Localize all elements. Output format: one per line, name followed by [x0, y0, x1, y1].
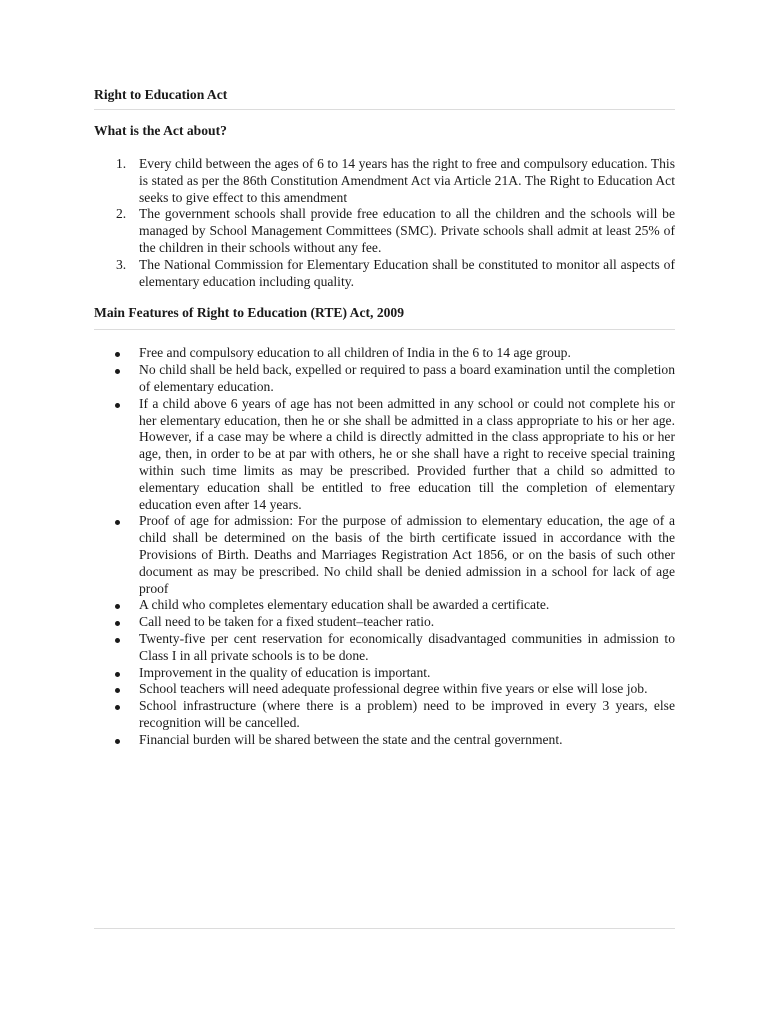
- list-item: [94, 614, 675, 631]
- bullet-icon: [115, 403, 120, 408]
- bullet-icon: [115, 672, 120, 677]
- list-item-text: Call need to be taken for a fixed student–teacher ratio.: [139, 614, 435, 630]
- list-item: [94, 681, 675, 698]
- list-item: [94, 257, 675, 291]
- list-item: [94, 345, 675, 362]
- list-item: [94, 513, 675, 597]
- document-page: [94, 86, 675, 749]
- bullet-icon: [115, 739, 120, 744]
- list-item-text: Financial burden will be shared between the state and the central government.: [139, 731, 563, 747]
- bullet-icon: [115, 520, 120, 525]
- list-item: [94, 396, 675, 514]
- section-heading-about: What is the Act about?: [94, 123, 227, 138]
- list-item: [94, 597, 675, 614]
- list-item-text: If a child above 6 years of age has not been admitted in any school or could not complete his or her elementary education, then he or she shall be admitted in a class appropriate to his or her age. However, if a case may be where a child is directly admitted in the class appropriate to his or her age, then, in order to be at par with others, he or she shall have a right to receive special training within such time limits as may be prescribed. Provided further that a child so admitted to elementary education shall be entitled to free education till the completion of elementary education even after 14 years.: [139, 395, 675, 512]
- list-item-text: School teachers will need adequate professional degree within five years or else will lose job.: [139, 681, 648, 697]
- bullet-icon: [115, 604, 120, 609]
- bullet-icon: [115, 369, 120, 374]
- list-item-text: Free and compulsory education to all children of India in the 6 to 14 age group.: [139, 345, 571, 361]
- list-item-text: The National Commission for Elementary Education shall be constituted to monitor all aspects of elementary education including quality.: [139, 256, 675, 289]
- list-item: [94, 631, 675, 665]
- bullet-icon: [115, 621, 120, 626]
- list-item: [94, 732, 675, 749]
- list-number: 3.: [116, 256, 127, 272]
- list-item-text: Proof of age for admission: For the purpose of admission to elementary education, the age of a child shall be determined on the basis of the birth certificate issued in accordance with the Provisions of Birth. Deaths and Marriages Registration Act 1856, or on the basis of such other document as may be prescribed. No child shall be denied admission in a school for lack of age proof: [139, 513, 675, 596]
- list-number: 2.: [116, 206, 127, 222]
- about-numbered-list: [94, 156, 675, 290]
- list-item-text: Improvement in the quality of education is important.: [139, 664, 431, 680]
- list-item-text: No child shall be held back, expelled or required to pass a board examination until the completion of elementary education.: [139, 362, 675, 394]
- list-item: [94, 206, 675, 256]
- list-item: [94, 362, 675, 396]
- list-item: [94, 698, 675, 732]
- list-item: [94, 665, 675, 682]
- document-title: Right to Education Act: [94, 86, 675, 110]
- list-item-text: Every child between the ages of 6 to 14 years has the right to free and compulsory education. This is stated as per the 86th Constitution Amendment Act via Article 21A. The Right to Education Act seeks to give effect to this amendment: [139, 156, 675, 205]
- bullet-icon: [115, 705, 120, 710]
- features-bullet-list: [94, 345, 675, 748]
- footer-divider: [94, 928, 675, 929]
- bullet-icon: [115, 352, 120, 357]
- bullet-icon: [115, 638, 120, 643]
- list-item: [94, 156, 675, 206]
- bullet-icon: [115, 688, 120, 693]
- list-item-text: Twenty-five per cent reservation for economically disadvantaged communities in admission to Class I in all private schools is to be done.: [139, 630, 675, 663]
- list-number: 1.: [116, 156, 127, 171]
- list-item-text: The government schools shall provide free education to all the children and the schools will be managed by School Management Committees (SMC). Private schools shall admit at least 25% of the children in their schools without any fee.: [139, 206, 675, 255]
- list-item-text: School infrastructure (where there is a problem) need to be improved in every 3 years, else recognition will be cancelled.: [139, 698, 675, 730]
- section-heading-features: Main Features of Right to Education (RTE) Act, 2009: [94, 304, 675, 330]
- list-item-text: A child who completes elementary education shall be awarded a certificate.: [139, 597, 550, 613]
